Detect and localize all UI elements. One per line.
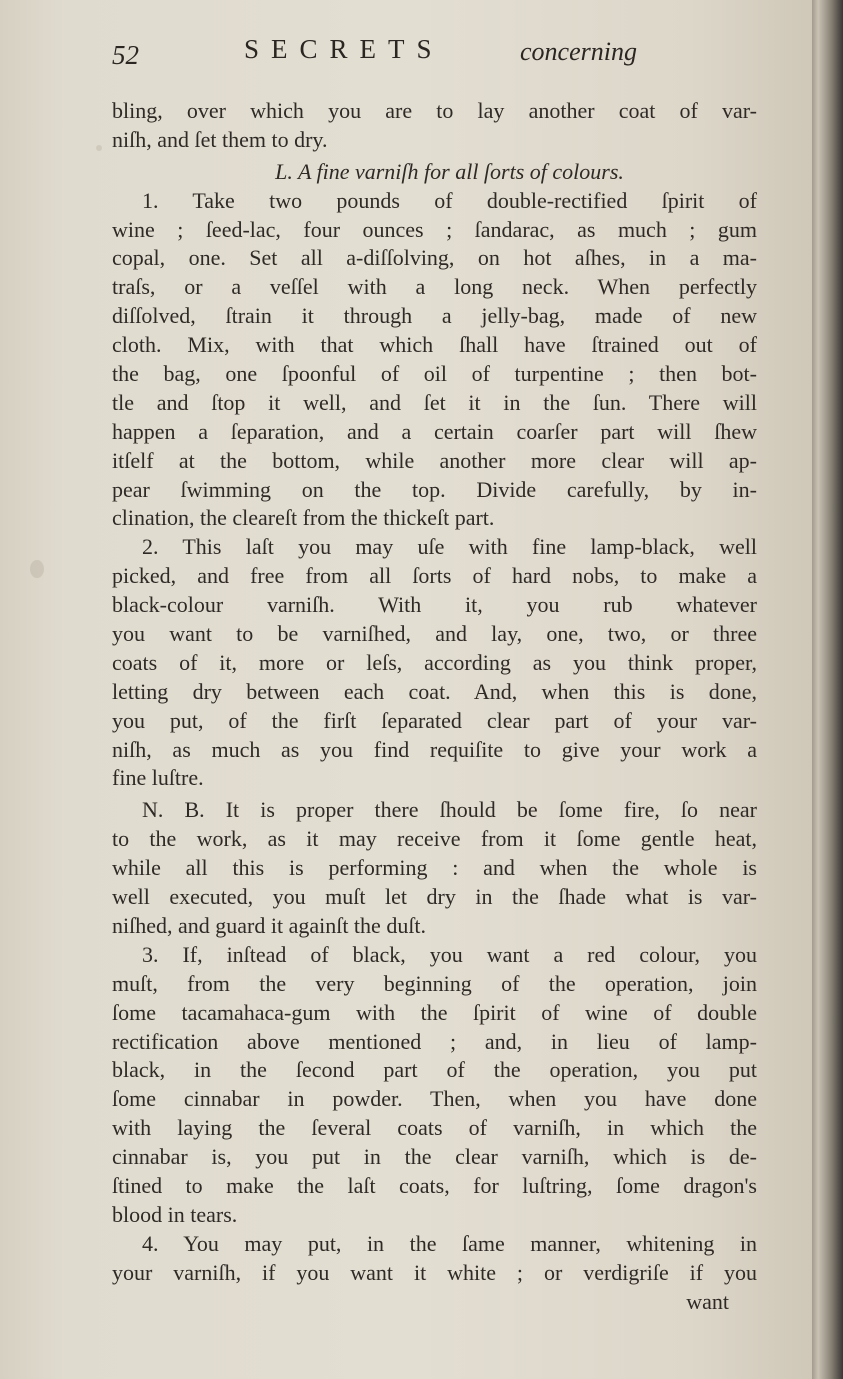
text-line: you put, of the firſt ſeparated clear part of your var- <box>112 707 757 733</box>
text-line: cloth. Mix, with that which ſhall have ſtrained out of <box>112 332 757 358</box>
paper-stain <box>96 145 102 151</box>
text-line: 4. You may put, in the ſame manner, whitening in <box>142 1230 757 1256</box>
text-line: ſome tacamahaca-gum with the ſpirit of wine of double <box>112 999 757 1025</box>
text-line: 1. Take two pounds of double-rectified ſpirit of <box>142 187 757 213</box>
text-line: clination, the cleareſt from the thickeſt part. <box>112 505 495 531</box>
text-line: well executed, you muſt let dry in the ſhade what is var- <box>112 884 757 910</box>
body-text <box>112 97 757 1316</box>
section-heading: L. A fine varniſh for all ſorts of colours. <box>275 158 624 184</box>
text-line: picked, and free from all ſorts of hard nobs, to make a <box>112 563 757 589</box>
text-line: N. B. It is proper there ſhould be ſome fire, ſo near <box>142 797 757 823</box>
text-line: niſhed, and guard it againſt the duſt. <box>112 912 427 938</box>
text-line: 2. This laſt you may uſe with fine lamp-black, well <box>142 534 757 560</box>
text-line: while all this is performing : and when the whole is <box>112 855 757 881</box>
running-title: SECRETS <box>244 34 444 64</box>
text-line: you want to be varniſhed, and lay, one, two, or three <box>112 621 757 647</box>
text-line: copal, one. Set all a-diſſolving, on hot aſhes, in a ma- <box>112 245 757 271</box>
text-line: pear ſwimming on the top. Divide carefully, by in- <box>112 476 757 502</box>
page-number: 52 <box>112 40 139 70</box>
catchword: want <box>686 1288 729 1314</box>
text-line: the bag, one ſpoonful of oil of turpentine ; then bot- <box>112 361 757 387</box>
text-line: coats of it, more or leſs, according as you think proper, <box>112 649 757 675</box>
text-line: letting dry between each coat. And, when this is done, <box>112 678 757 704</box>
text-line: 3. If, inſtead of black, you want a red colour, you <box>142 941 757 967</box>
text-line: black-colour varniſh. With it, you rub whatever <box>112 592 757 618</box>
text-line: blood in tears. <box>112 1201 238 1227</box>
text-line: rectification above mentioned ; and, in lieu of lamp- <box>112 1028 757 1054</box>
text-line: fine luſtre. <box>112 765 204 791</box>
running-header <box>112 34 757 74</box>
text-line: happen a ſeparation, and a certain coarſer part will ſhew <box>112 418 757 444</box>
text-line: traſs, or a veſſel with a long neck. When perfectly <box>112 274 757 300</box>
text-line: cinnabar is, you put in the clear varniſh, which is de- <box>112 1144 757 1170</box>
text-line: ſome cinnabar in powder. Then, when you have done <box>112 1086 757 1112</box>
text-line: itſelf at the bottom, while another more clear will ap- <box>112 447 757 473</box>
text-line: with laying the ſeveral coats of varniſh, in which the <box>112 1115 757 1141</box>
text-line: bling, over which you are to lay another coat of var- <box>112 98 757 123</box>
text-line: muſt, from the very beginning of the operation, join <box>112 970 757 996</box>
running-subtitle: concerning <box>520 37 637 66</box>
book-spine <box>812 0 843 1379</box>
paper-stain <box>30 560 44 578</box>
text-line: niſh, as much as you find requiſite to give your work a <box>112 736 757 762</box>
text-line: diſſolved, ſtrain it through a jelly-bag, made of new <box>112 303 757 329</box>
text-line: to the work, as it may receive from it ſome gentle heat, <box>112 826 757 852</box>
text-line: black, in the ſecond part of the operation, you put <box>112 1057 757 1083</box>
text-line: wine ; ſeed-lac, four ounces ; ſandarac, as much ; gum <box>112 216 757 242</box>
text-line: ſtined to make the laſt coats, for luſtring, ſome dragon's <box>112 1172 757 1198</box>
text-line: your varniſh, if you want it white ; or verdigriſe if you <box>112 1259 757 1285</box>
text-line: niſh, and ſet them to dry. <box>112 126 328 152</box>
text-line: tle and ſtop it well, and ſet it in the ſun. There will <box>112 389 757 415</box>
